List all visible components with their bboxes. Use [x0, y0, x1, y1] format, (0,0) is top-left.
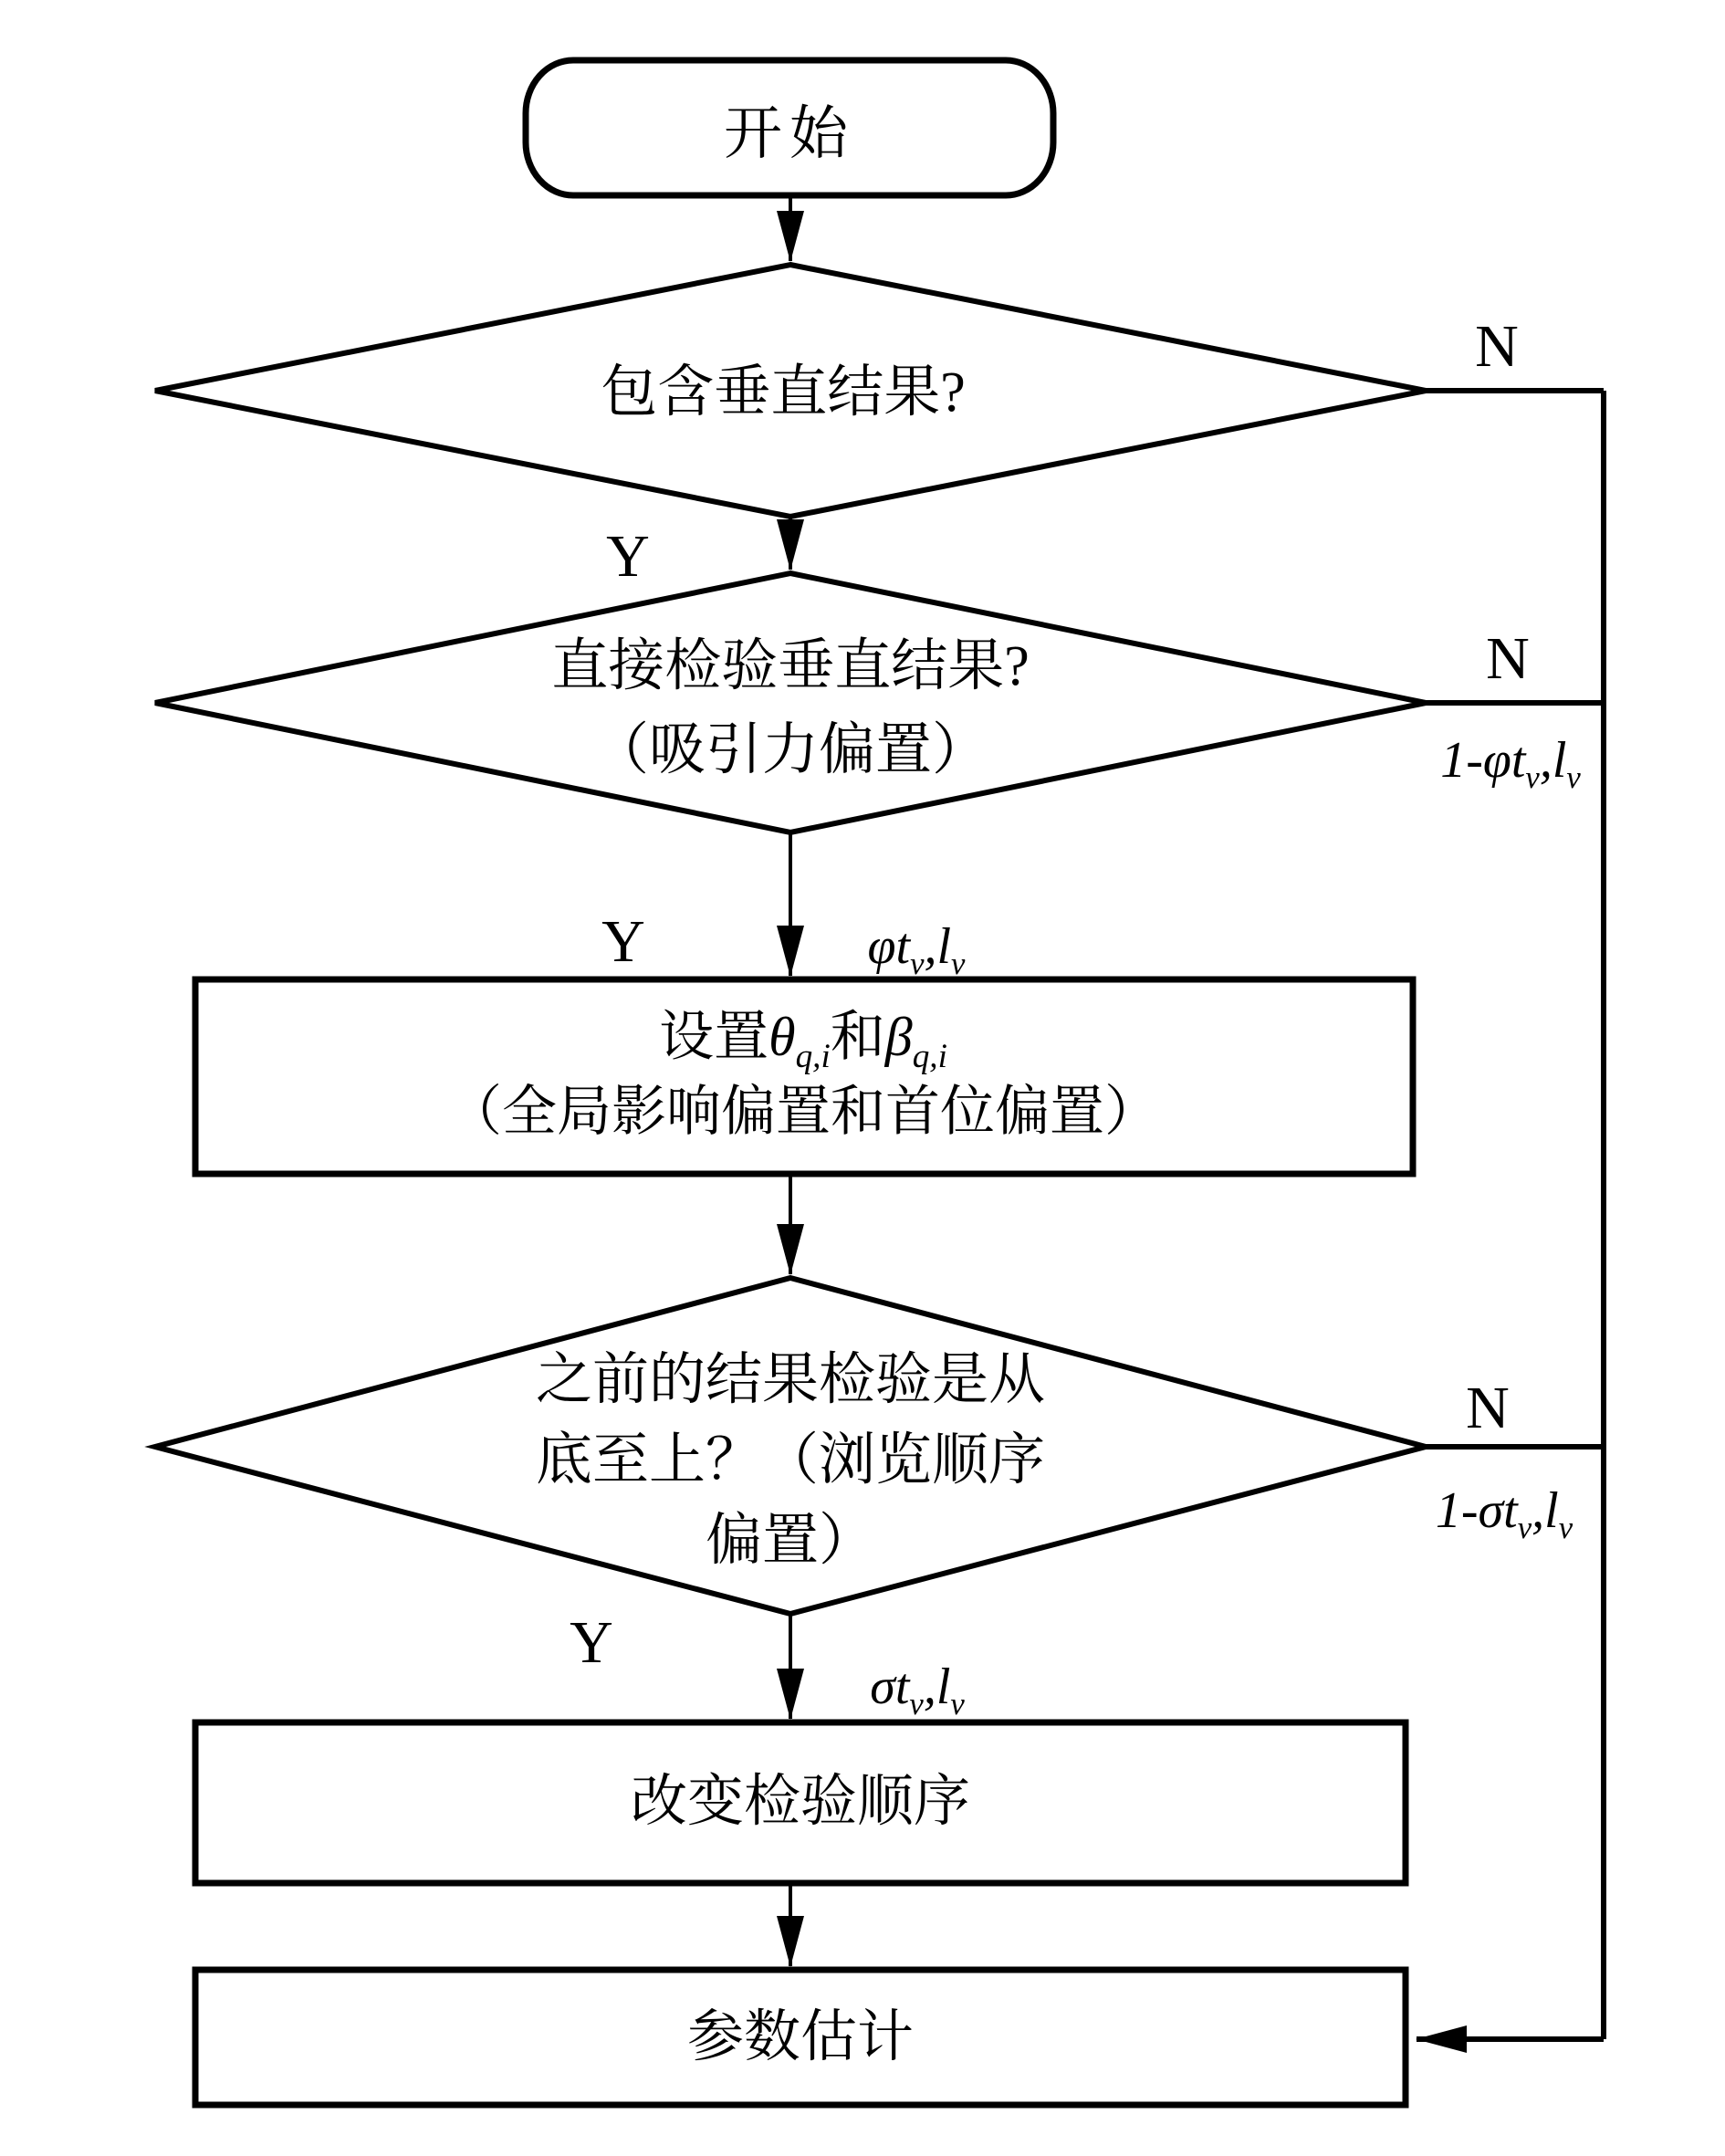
- decision-3-label-line3: 偏置）: [705, 1510, 876, 1572]
- decision-1-label: 包含垂直结果?: [601, 361, 966, 424]
- process-1-label-line2: （全局影响偏置和首位偏置）: [447, 1082, 1159, 1142]
- decision-1-yes-label: Y: [606, 523, 650, 590]
- process-1-theta-symbol: $\theta_{q,i}$: [768, 1007, 831, 1076]
- decision-2-yes-value: $\varphi t_v,l_v$: [867, 918, 966, 982]
- decision-1-no-label: N: [1475, 313, 1519, 380]
- process-1-label-line1: [447, 1000, 1159, 1074]
- decision-3-yes-value: $\sigma t_v,l_v$: [870, 1659, 965, 1722]
- decision-2-label-line1: 直接检验垂直结果?: [551, 635, 1030, 697]
- process-3-label: 参数估计: [686, 2006, 915, 2068]
- process-1-prefix: 设置: [659, 1007, 769, 1067]
- decision-2-no-value: $1-\varphi t_v,l_v$: [1440, 732, 1581, 796]
- decision-3-label-line1: 之前的结果检验是从: [535, 1349, 1046, 1411]
- decision-3-label: [536, 1340, 1045, 1581]
- process-1-beta-symbol: $\beta_{q,i}$: [884, 1007, 947, 1076]
- decision-2-no-label: N: [1486, 625, 1530, 692]
- decision-3-label-line2: 底至上？（浏览顺序: [535, 1429, 1046, 1491]
- decision-2-yes-label: Y: [601, 908, 645, 975]
- process-1-conjunction: 和: [830, 1007, 885, 1067]
- decision-3-no-value: $1-\sigma t_v,l_v$: [1435, 1482, 1573, 1546]
- process-1-label: [447, 1000, 1159, 1149]
- start-label: 开始: [724, 101, 855, 166]
- decision-2-label-line2: （吸引力偏置）: [591, 719, 988, 781]
- decision-2-label: [551, 624, 1030, 792]
- decision-3-no-label: N: [1466, 1375, 1510, 1441]
- decision-3-yes-label: Y: [570, 1609, 613, 1676]
- process-2-label: 改变检验顺序: [630, 1771, 971, 1833]
